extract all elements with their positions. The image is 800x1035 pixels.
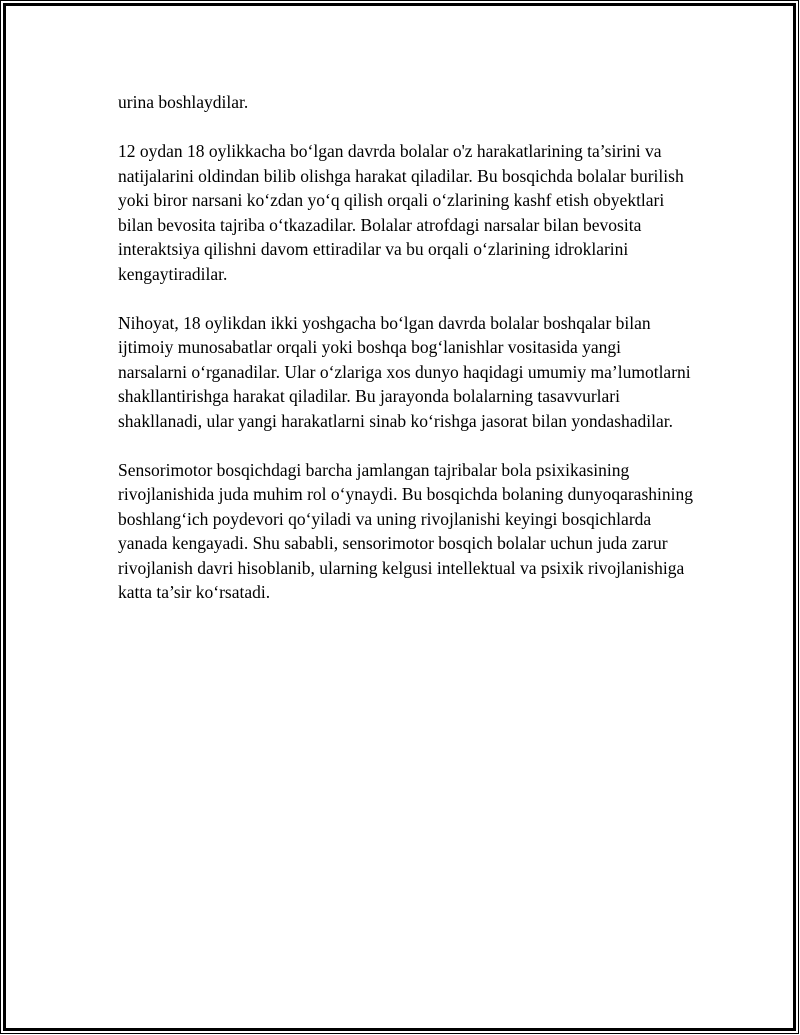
document-body xyxy=(118,90,693,629)
paragraph-4: Sensorimotor bosqichdagi barcha jamlangan tajribalar bola psixikasining rivojlanishida juda muhim rol o‘ynaydi. Bu bosqichda bolaning dunyoqarashining boshlang‘ich poydevori qo‘yiladi va uning rivojlanishi keyingi bosqichlarda yanada kengayadi. Shu sababli, sensorimotor bosqich bolalar uchun juda zarur rivojlanish davri hisoblanib, ularning kelgusi intellektual va psixik rivojlanishiga katta ta’sir ko‘rsatadi. xyxy=(118,459,693,602)
paragraph-1: urina boshlaydilar. xyxy=(118,92,249,112)
paragraph-2: 12 oydan 18 oylikkacha bo‘lgan davrda bolalar o'z harakatlarining ta’sirini va natijalarini oldindan bilib olishga harakat qiladilar. Bu bosqichda bolalar burilish yoki biror narsani ko‘zdan yo‘q qilish orqali o‘zlarining kashf etish obyektlari bilan bevosita tajriba o‘tkazadilar. Bolalar atrofdagi narsalar bilan bevosita interaktsiya qilishni davom ettiradilar va bu orqali o‘zlarining idroklarini kengaytiradilar. xyxy=(118,141,684,284)
paragraph-3: Nihoyat, 18 oylikdan ikki yoshgacha bo‘lgan davrda bolalar boshqalar bilan ijtimoiy munosabatlar orqali yoki boshqa bog‘lanishlar vositasida yangi narsalarni o‘rganadilar. Ular o‘zlariga xos dunyo haqidagi umumiy ma’lumotlarni shakllantirishga harakat qiladilar. Bu jarayonda bolalarning tasavvurlari shakllanadi, ular yangi harakatlarni sinab ko‘rishga jasorat bilan yondashadilar. xyxy=(118,312,691,431)
